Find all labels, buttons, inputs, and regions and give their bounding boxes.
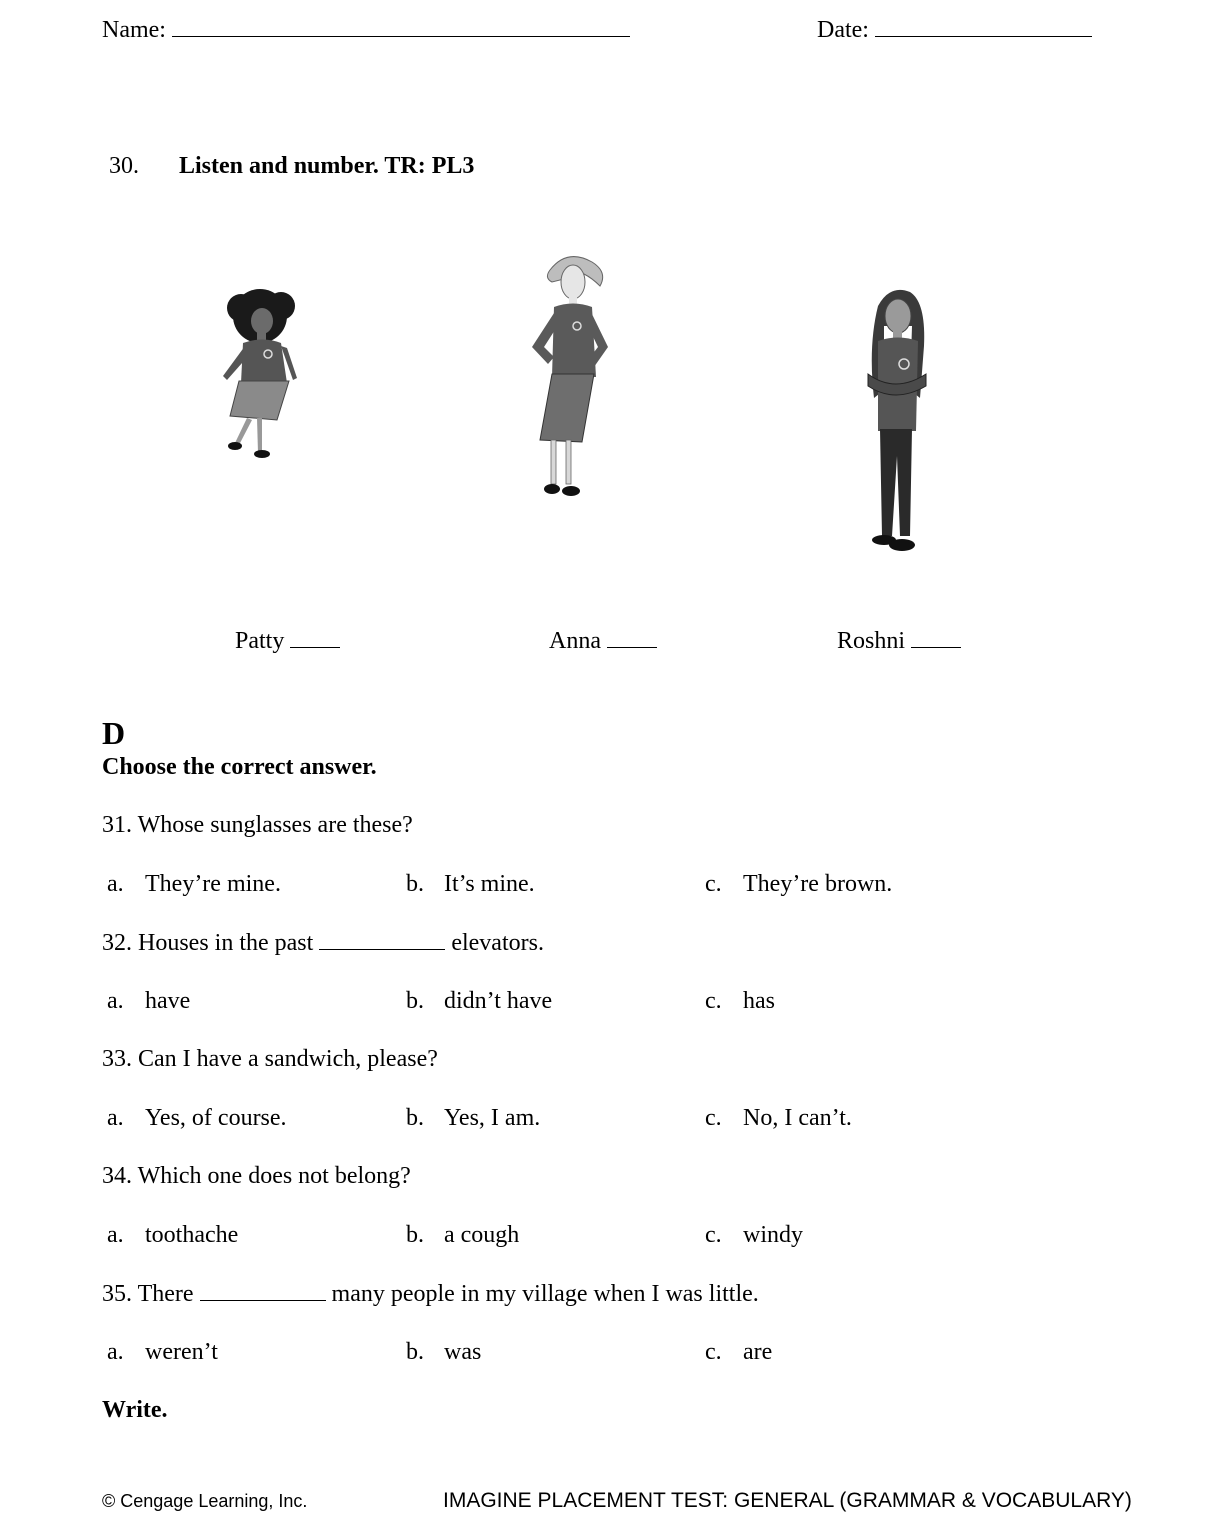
roshni-name: Roshni xyxy=(837,628,906,654)
name-label: Name: xyxy=(102,17,166,43)
option-text[interactable]: windy xyxy=(743,1222,803,1248)
option-text[interactable]: have xyxy=(145,988,191,1014)
option-letter: c. xyxy=(705,1222,722,1248)
question-prompt: 35. There xyxy=(102,1281,194,1307)
option-text[interactable]: They’re mine. xyxy=(145,871,281,897)
patty-label-row xyxy=(235,627,340,655)
question-prompt-end: elevators. xyxy=(451,930,544,956)
roshni-number-field[interactable] xyxy=(911,627,961,648)
option-text[interactable]: has xyxy=(743,988,775,1014)
option-text[interactable]: a cough xyxy=(444,1222,520,1248)
option-letter: a. xyxy=(107,1339,124,1365)
option-text[interactable]: Yes, I am. xyxy=(444,1105,541,1131)
q30-number: 30. xyxy=(109,153,139,179)
section-letter: D xyxy=(102,715,126,751)
question-prompt: 33. Can I have a sandwich, please? xyxy=(102,1046,438,1072)
question-prompt-row xyxy=(102,1280,759,1308)
question-prompt: 31. Whose sunglasses are these? xyxy=(102,812,413,838)
option-letter: c. xyxy=(705,871,722,897)
option-letter: a. xyxy=(107,1222,124,1248)
option-letter: b. xyxy=(406,1339,424,1365)
question-prompt-row xyxy=(102,929,544,957)
answer-blank[interactable] xyxy=(200,1280,326,1301)
date-label: Date: xyxy=(817,17,869,43)
footer-copyright: © Cengage Learning, Inc. xyxy=(102,1491,308,1511)
date-row xyxy=(817,16,1092,44)
name-row xyxy=(102,16,630,44)
patty-name: Patty xyxy=(235,628,285,654)
option-text[interactable]: toothache xyxy=(145,1222,239,1248)
footer-test-title: IMAGINE PLACEMENT TEST: GENERAL (GRAMMAR & VOCABULARY) xyxy=(443,1489,1132,1512)
roshni-label-row xyxy=(837,627,961,655)
write-heading: Write. xyxy=(102,1397,168,1423)
option-text[interactable]: are xyxy=(743,1339,773,1365)
option-letter: c. xyxy=(705,988,722,1014)
answer-blank[interactable] xyxy=(319,929,445,950)
option-text[interactable]: was xyxy=(444,1339,482,1365)
option-letter: b. xyxy=(406,988,424,1014)
option-text[interactable]: It’s mine. xyxy=(444,871,535,897)
option-letter: b. xyxy=(406,1105,424,1131)
option-letter: b. xyxy=(406,871,424,897)
anna-number-field[interactable] xyxy=(607,627,657,648)
option-letter: c. xyxy=(705,1105,722,1131)
girl-curly-hair-icon xyxy=(205,288,310,460)
anna-label-row xyxy=(549,627,657,655)
question-prompt: 34. Which one does not belong? xyxy=(102,1163,411,1189)
patty-number-field[interactable] xyxy=(290,627,340,648)
option-text[interactable]: didn’t have xyxy=(444,988,553,1014)
section-instruction: Choose the correct answer. xyxy=(102,754,377,780)
option-text[interactable]: They’re brown. xyxy=(743,871,893,897)
date-field[interactable] xyxy=(875,16,1092,37)
option-text[interactable]: No, I can’t. xyxy=(743,1105,852,1131)
question-prompt-end: many people in my village when I was little. xyxy=(331,1281,759,1307)
option-letter: a. xyxy=(107,871,124,897)
option-letter: c. xyxy=(705,1339,722,1365)
question-prompt: 32. Houses in the past xyxy=(102,930,314,956)
option-text[interactable]: weren’t xyxy=(145,1339,218,1365)
option-letter: b. xyxy=(406,1222,424,1248)
option-letter: a. xyxy=(107,1105,124,1131)
name-field[interactable] xyxy=(172,16,630,37)
anna-name: Anna xyxy=(549,628,601,654)
option-text[interactable]: Yes, of course. xyxy=(145,1105,287,1131)
option-letter: a. xyxy=(107,988,124,1014)
girl-arms-crossed-icon xyxy=(850,286,936,552)
q30-instruction: Listen and number. TR: PL3 xyxy=(179,153,475,179)
girl-hands-on-hips-icon xyxy=(522,252,614,500)
